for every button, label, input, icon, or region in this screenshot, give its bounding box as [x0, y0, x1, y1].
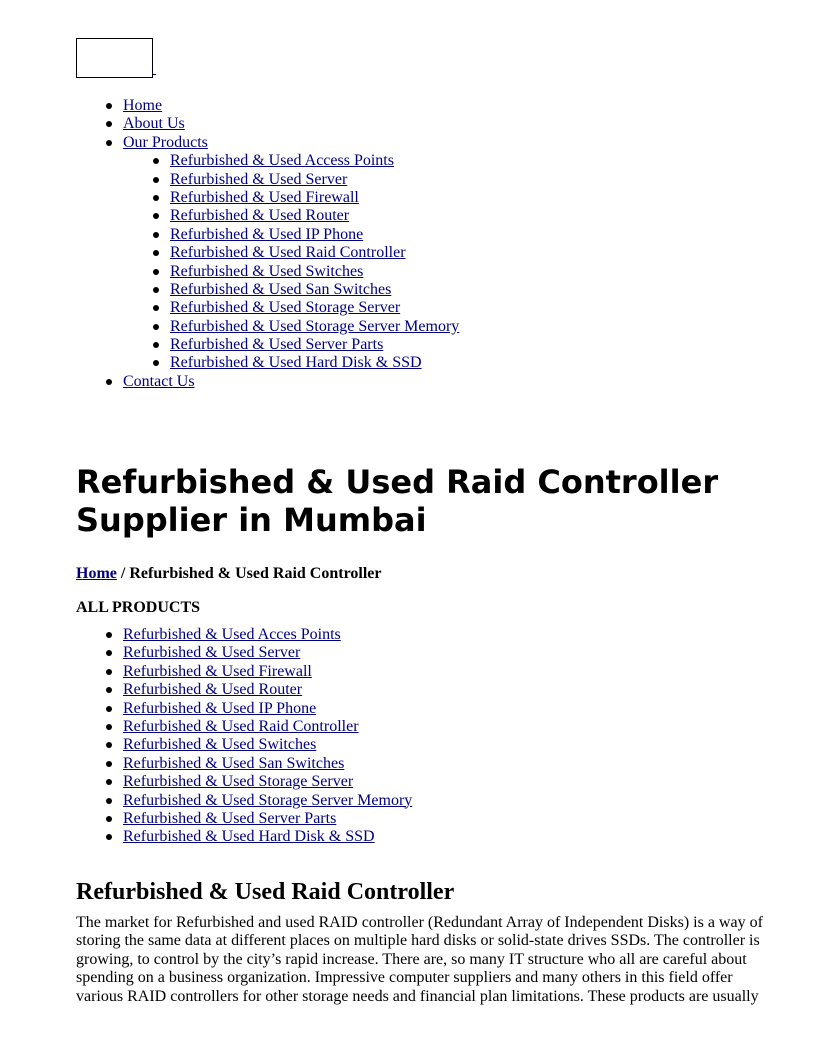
submenu-item-refurbished-and-used-storage-server-memory	[170, 318, 459, 336]
nav-link-our-products[interactable]: Our Products	[123, 133, 208, 151]
main-nav-list	[123, 97, 459, 391]
submenu-link-refurbished-and-used-router[interactable]: Refurbished & Used Router	[170, 207, 350, 225]
nav-link-about-us[interactable]: About Us	[123, 115, 185, 133]
submenu-item-refurbished-and-used-switches	[170, 263, 459, 281]
submenu-item-refurbished-and-used-ip-phone	[170, 226, 459, 244]
all-products-link-refurbished-and-used-storage-server-memory[interactable]: Refurbished & Used Storage Server Memory	[123, 791, 413, 809]
submenu-link-refurbished-and-used-raid-controller[interactable]: Refurbished & Used Raid Controller	[170, 244, 406, 262]
all-products-item-refurbished-and-used-switches	[123, 736, 412, 754]
submenu-item-refurbished-and-used-san-switches	[170, 281, 459, 299]
all-products-item-refurbished-and-used-storage-server-memory	[123, 792, 412, 810]
submenu-link-refurbished-and-used-storage-server-memory[interactable]: Refurbished & Used Storage Server Memory	[170, 317, 460, 335]
submenu-link-refurbished-and-used-server[interactable]: Refurbished & Used Server	[170, 170, 348, 188]
submenu-item-refurbished-and-used-storage-server	[170, 299, 459, 317]
all-products-item-refurbished-and-used-hard-disk-and-ssd	[123, 828, 412, 846]
nav-item-home	[123, 97, 459, 115]
nav-link-home[interactable]: Home	[123, 97, 163, 114]
all-products-item-refurbished-and-used-ip-phone	[123, 700, 412, 718]
breadcrumb-home-link[interactable]: Home	[76, 565, 117, 582]
breadcrumb-separator: /	[116, 565, 130, 582]
section-title: Refurbished & Used Raid Controller	[76, 879, 455, 905]
submenu-link-refurbished-and-used-ip-phone[interactable]: Refurbished & Used IP Phone	[170, 225, 364, 243]
page-title: Refurbished & Used Raid Controller Supplier in Mumbai	[76, 463, 719, 539]
site-logo-link[interactable]	[76, 38, 156, 78]
breadcrumb	[76, 565, 381, 583]
submenu-item-refurbished-and-used-firewall	[170, 189, 459, 207]
all-products-link-refurbished-and-used-firewall[interactable]: Refurbished & Used Firewall	[123, 662, 312, 680]
section-body-text: The market for Refurbished and used RAID controller (Redundant Array of Independent Disks) is a way of storing the same data at different places on multiple hard disks or solid-state drives SSDs. The controller is growing, to control by the city’s rapid increase. There are, so many IT structure who all are careful about spending on a business organization. Impressive computer suppliers and many others in this field offer various RAID controllers for other storage needs and financial plan limitations. These products are usually	[76, 914, 763, 1005]
all-products-link-refurbished-and-used-storage-server[interactable]: Refurbished & Used Storage Server	[123, 773, 354, 791]
submenu-item-refurbished-and-used-server	[170, 171, 459, 189]
all-products-link-refurbished-and-used-router[interactable]: Refurbished & Used Router	[123, 681, 303, 699]
submenu-item-refurbished-and-used-hard-disk-and-ssd	[170, 354, 459, 372]
submenu-link-refurbished-and-used-storage-server[interactable]: Refurbished & Used Storage Server	[170, 299, 401, 317]
all-products-item-refurbished-and-used-server-parts	[123, 810, 412, 828]
all-products-item-refurbished-and-used-firewall	[123, 663, 412, 681]
nav-item-about-us	[123, 115, 459, 133]
all-products-link-refurbished-and-used-switches[interactable]: Refurbished & Used Switches	[123, 736, 317, 754]
submenu-item-refurbished-and-used-router	[170, 207, 459, 225]
all-products-item-refurbished-and-used-server	[123, 644, 412, 662]
all-products-item-refurbished-and-used-router	[123, 681, 412, 699]
nav-link-contact-us[interactable]: Contact Us	[123, 372, 195, 390]
all-products-link-refurbished-and-used-hard-disk-and-ssd[interactable]: Refurbished & Used Hard Disk & SSD	[123, 828, 375, 846]
submenu-link-refurbished-and-used-access-points[interactable]: Refurbished & Used Access Points	[170, 152, 394, 170]
all-products-item-refurbished-and-used-acces-points	[123, 626, 412, 644]
products-submenu	[170, 152, 459, 373]
all-products-item-refurbished-and-used-san-switches	[123, 755, 412, 773]
all-products-item-refurbished-and-used-storage-server	[123, 773, 412, 791]
submenu-link-refurbished-and-used-switches[interactable]: Refurbished & Used Switches	[170, 262, 364, 280]
all-products-heading: ALL PRODUCTS	[76, 599, 201, 616]
nav-item-our-products	[123, 134, 459, 373]
submenu-item-refurbished-and-used-raid-controller	[170, 244, 459, 262]
all-products-link-refurbished-and-used-acces-points[interactable]: Refurbished & Used Acces Points	[123, 626, 341, 643]
all-products-item-refurbished-and-used-raid-controller	[123, 718, 412, 736]
logo-link-underline	[153, 74, 156, 75]
all-products-link-refurbished-and-used-ip-phone[interactable]: Refurbished & Used IP Phone	[123, 699, 317, 717]
all-products-link-refurbished-and-used-raid-controller[interactable]: Refurbished & Used Raid Controller	[123, 717, 359, 735]
submenu-link-refurbished-and-used-san-switches[interactable]: Refurbished & Used San Switches	[170, 280, 392, 298]
site-logo-image	[76, 38, 153, 78]
all-products-link-refurbished-and-used-server-parts[interactable]: Refurbished & Used Server Parts	[123, 809, 337, 827]
submenu-item-refurbished-and-used-access-points	[170, 152, 459, 170]
nav-item-contact-us	[123, 373, 459, 391]
submenu-item-refurbished-and-used-server-parts	[170, 336, 459, 354]
all-products-link-refurbished-and-used-san-switches[interactable]: Refurbished & Used San Switches	[123, 754, 345, 772]
all-products-list	[123, 626, 412, 847]
submenu-link-refurbished-and-used-hard-disk-and-ssd[interactable]: Refurbished & Used Hard Disk & SSD	[170, 354, 422, 372]
all-products-link-refurbished-and-used-server[interactable]: Refurbished & Used Server	[123, 644, 301, 662]
submenu-link-refurbished-and-used-server-parts[interactable]: Refurbished & Used Server Parts	[170, 336, 384, 354]
submenu-link-refurbished-and-used-firewall[interactable]: Refurbished & Used Firewall	[170, 188, 359, 206]
breadcrumb-current: Refurbished & Used Raid Controller	[129, 565, 382, 582]
